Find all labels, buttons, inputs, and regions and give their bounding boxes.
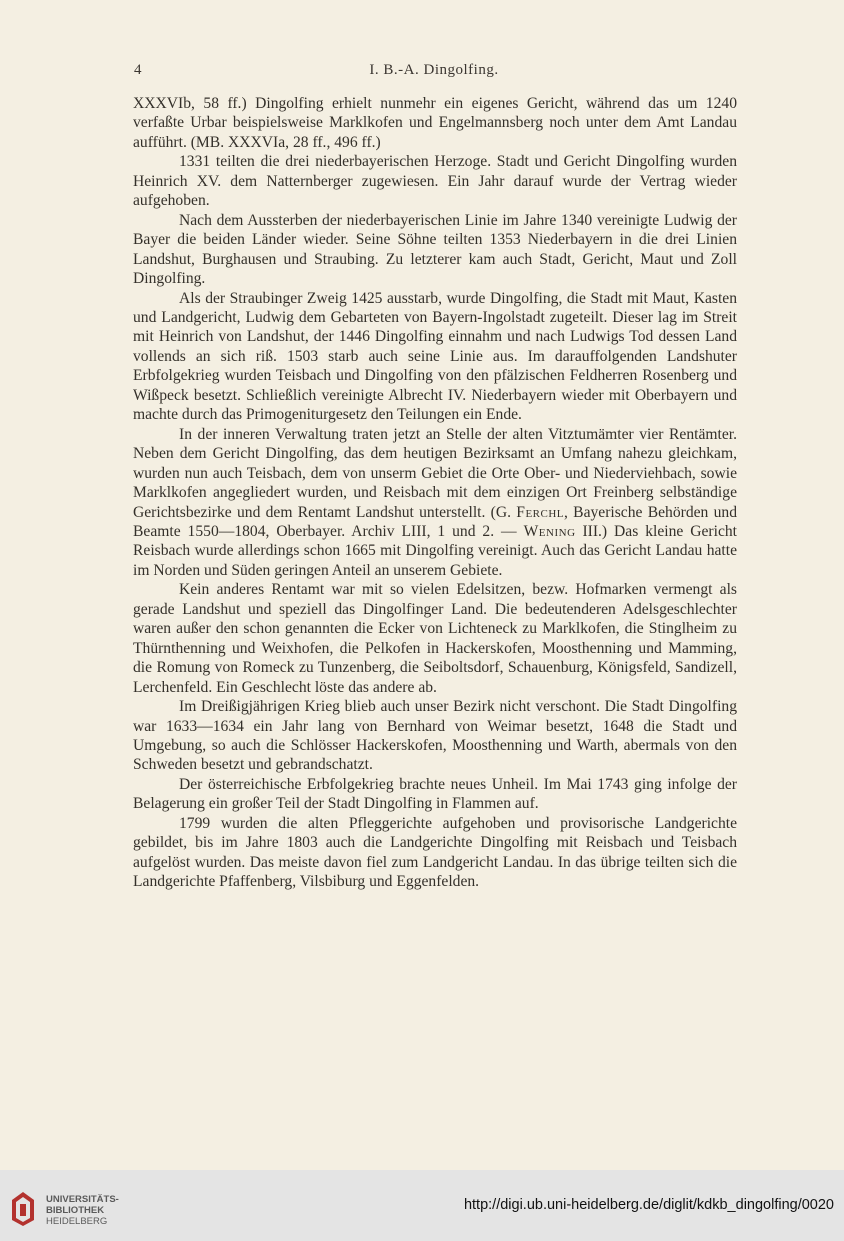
library-name	[46, 1194, 119, 1227]
paragraph	[133, 697, 737, 775]
text-run: In der inneren Verwaltung traten jetzt an Stelle der alten Vitztumämter vier Rentämter. Neben dem Gericht Dingolfing, das dem heutigen Bezirksamt an Umfang nahezu gleichkam, wurden nun auch Teisbach, dem von unserm Gebiet die Orte Ober- und Niederviehbach, sowie Marklkofen angegliedert wurden, und Reisbach mit dem einzigen Ort Freinberg selbständige Gerichtsbezirke und dem Rentamt Landshut unterstellt. (G.	[133, 425, 737, 521]
text-run: , Bayerische Behörden und Beamte 1550—1804, Oberbayer. Archiv LIII, 1 und 2. —	[133, 503, 737, 540]
paragraph	[133, 814, 737, 892]
paragraph	[133, 425, 737, 581]
text-run: Nach dem Aussterben der niederbayerischen Linie im Jahre 1340 vereinigte Ludwig der Bayer die beiden Länder wieder. Seine Söhne teilten 1353 Niederbayern in die drei Linien Landshut, Burghausen und Straubing. Zu letzterer kam auch Stadt, Gericht, Maut und Zoll Dingolfing.	[133, 211, 737, 288]
library-name-line2: BIBLIOTHEK	[46, 1205, 105, 1216]
text-run: 1799 wurden die alten Pfleggerichte aufgehoben und provisorische Landgerichte gebildet, bis im Jahre 1803 auch die Landgerichte Dingolfing mit Reisbach und Teisbach aufgelöst wurden. Das meiste davon fiel zum Landgericht Landau. In das übrige teilten sich die Landgerichte Pfaffenberg, Vilsbiburg und Eggenfelden.	[133, 814, 737, 891]
page-body-text	[133, 94, 737, 892]
paragraph	[133, 94, 737, 152]
author-name: Wening	[523, 522, 576, 540]
author-name: Ferchl	[516, 503, 565, 521]
text-run: 1331 teilten die drei niederbayerischen Herzoge. Stadt und Gericht Dingolfing wurden Heinrich XV. dem Natternberger zugewiesen. Ein Jahr darauf wurde der Vertrag wieder aufgehoben.	[133, 153, 737, 210]
university-library-logo-icon	[8, 1190, 38, 1228]
text-run: Der österreichische Erbfolgekrieg brachte neues Unheil. Im Mai 1743 ging infolge der Belagerung ein großer Teil der Stadt Dingolfing in Flammen auf.	[133, 775, 737, 813]
paragraph	[133, 152, 737, 210]
paragraph	[133, 289, 737, 425]
text-run: Im Dreißigjährigen Krieg blieb auch unser Bezirk nicht verschont. Die Stadt Dingolfing war 1633—1634 ein Jahr lang von Bernhard von Weimar besetzt, 1648 die Stadt und Umgebung, so auch die Schlösser Hackerskofen, Moosthenning und Warth, abermals von den Schweden besetzt und gebrandschatzt.	[133, 698, 737, 774]
text-run: XXXVIb, 58 ff.) Dingolfing erhielt nunmehr ein eigenes Gericht, während das um 1240 verfaßte Urbar beispielsweise Marklkofen und Engelmannsberg noch unter dem Amt Landau aufführt. (MB. XXXVIa, 28 ff., 496 ff.)	[133, 95, 737, 151]
text-run: III.) Das kleine Gericht Reisbach wurde allerdings schon 1665 mit Dingolfing vereinigt. Auch das Gericht Landau hatte im Norden und Süden geringen Anteil an unserem Gebiete.	[133, 522, 737, 579]
text-run: Kein anderes Rentamt war mit so vielen Edelsitzen, bezw. Hofmarken vermengt als gerade Landshut und speziell das Dingolfinger Land. Die bedeutenderen Adelsgeschlechter waren außer den schon genannten die Ecker von Lichteneck zu Marklkofen, die Stinglheim zu Thürnthenning und Weixhofen, die Pelkofen in Hackerskofen, Moosthenning und Mamming, die Romung von Romeck zu Tunzenberg, die Seiboltsdorf, Schauenburg, Königsfeld, Sandizell, Lerchenfeld. Ein Geschlecht löste das andere ab.	[133, 581, 737, 696]
library-name-line3: HEIDELBERG	[46, 1216, 108, 1227]
paragraph	[133, 211, 737, 289]
library-name-line1: UNIVERSITÄTS-	[46, 1194, 119, 1205]
paragraph	[133, 775, 737, 814]
page-number: 4	[134, 62, 142, 78]
permalink-url[interactable]: http://digi.ub.uni-heidelberg.de/diglit/kdkb_dingolfing/0020	[463, 1197, 834, 1213]
paragraph	[133, 580, 737, 697]
viewer-footer	[0, 1170, 844, 1241]
text-run: Als der Straubinger Zweig 1425 ausstarb, wurde Dingolfing, die Stadt mit Maut, Kasten und Landgericht, Ludwig dem Gebarteten von Bayern-Ingolstadt zugeteilt. Dieser lag im Streit mit Heinrich von Landshut, der 1446 Dingolfing einnahm und nach Ludwigs Tod dessen Land vollends an sich riß. 1503 starb auch seine Linie aus. Im darauffolgenden Landshuter Erbfolgekrieg wurden Teisbach und Dingolfing von den pfälzischen Feldherren Rosenberg und Wißpeck besetzt. Schließlich vereinigte Albrecht IV. Niederbayern wieder mit Oberbayern und machte durch das Primogeniturgesetz den Teilungen ein Ende.	[133, 289, 737, 424]
running-title: I. B.-A. Dingolfing.	[369, 62, 499, 78]
